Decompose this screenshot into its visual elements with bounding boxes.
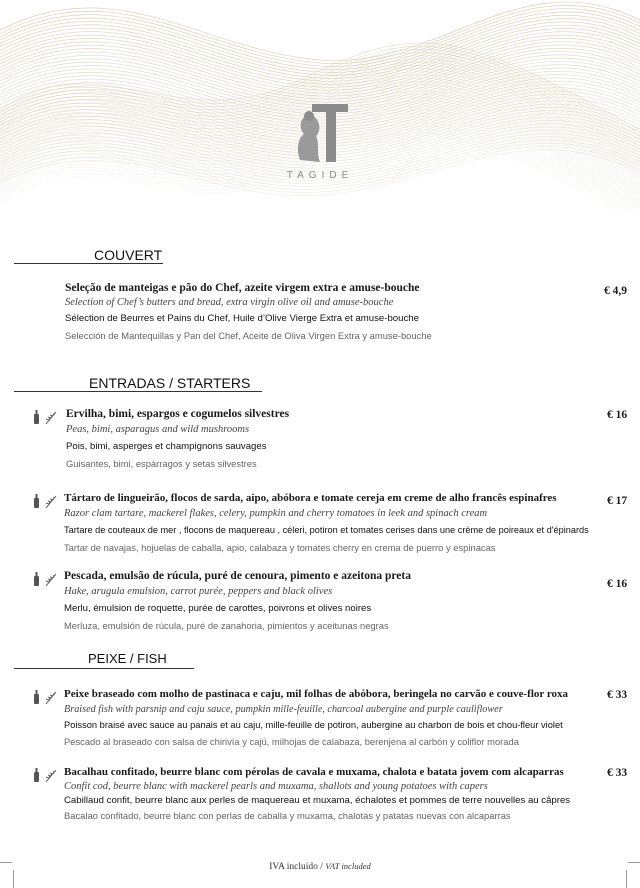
dish-name-fr: Cabillaud confit, beurre blanc aux perles de maquereau et muxama, échalotes et pommes de terre nouvelles au câpres: [64, 795, 571, 806]
dish-price: € 33: [607, 767, 628, 779]
dish-name-en: Selection of Chef’s butters and bread, extra virgin olive oil and amuse-bouche: [65, 297, 394, 308]
dish-name-pt: Peixe braseado com molho de pastinaca e caju, mil folhas de abóbora, beringela no carvão e couve-flor roxa: [64, 688, 569, 700]
wave-line: [0, 19, 640, 76]
bottle-icon: [34, 768, 39, 782]
dish-price: € 4,9: [604, 285, 627, 297]
dish-name-fr: Sélection de Beurres et Pains du Chef, Huile d’Olive Vierge Extra et amuse-bouche: [65, 313, 419, 324]
bottle-icon: [34, 690, 39, 704]
bottle-icon: [34, 572, 39, 586]
footer-vat-pt: IVA incluído: [269, 862, 318, 872]
wave-line: [0, 22, 640, 79]
dish-name-en: Razor clam tartare, mackerel flakes, celery, pumpkin and cherry tomatoes in leek and spinach cream: [64, 508, 488, 519]
footer-vat-note: [0, 861, 640, 872]
brand-name: TAGIDE: [286, 170, 354, 181]
section-rule-starters: [14, 391, 262, 392]
section-title-fish: PEIXE / FISH: [88, 651, 167, 666]
allergen-icons: [30, 690, 64, 704]
wave-line: [0, 12, 640, 70]
dish-name-es: Pescado al braseado con salsa de chirivía y cajú, milhojas de calabaza, berenjena al carbón y coliflor morada: [64, 736, 519, 747]
crop-mark: [628, 862, 640, 863]
footer-sep: /: [317, 862, 326, 872]
dish-name-pt: Bacalhau confitado, beurre blanc com pérolas de cavala e muxama, chalota e batata jovem com alcaparras: [64, 766, 564, 778]
wave-line: [0, 15, 640, 72]
crop-mark: [0, 862, 12, 863]
allergen-icons: [30, 572, 64, 586]
wave-line: [0, 9, 640, 67]
tagide-logo-icon: [290, 100, 354, 170]
dish-name-en: Hake, arugula emulsion, carrot purée, peppers and black olives: [64, 586, 333, 597]
allergen-icons: [30, 410, 64, 424]
dish-name-en: Braised fish with parsnip and caju sauce, pumpkin mille-feuille, charcoal aubergine and purple cauliflower: [64, 704, 503, 715]
wheat-icon: [46, 412, 56, 424]
wave-line: [0, 25, 640, 81]
wheat-icon: [46, 692, 56, 704]
section-rule-couvert: [14, 263, 163, 264]
allergen-icons: [30, 768, 64, 782]
crop-mark: [13, 870, 14, 888]
section-title-couvert: COUVERT: [94, 247, 163, 263]
dish-price: € 16: [607, 578, 628, 590]
dish-name-en: Peas, bimi, asparagus and wild mushrooms: [66, 424, 250, 435]
dish-price: € 16: [607, 409, 628, 421]
section-title-starters: ENTRADAS / STARTERS: [89, 375, 251, 391]
dish-name-es: Tartar de navajas, hojuelas de caballa, apio, calabaza y tomates cherry en crema de puerro y espinacas: [64, 542, 496, 553]
wheat-icon: [46, 574, 56, 586]
dish-name-fr: Merlu, émulsion de roquette, purée de carottes, poivrons et olives noires: [64, 603, 372, 614]
dish-name-pt: Tártaro de lingueirão, flocos de sarda, aipo, abóbora e tomate cereja em creme de alho francês espinafres: [64, 492, 557, 504]
dish-price: € 17: [607, 495, 628, 507]
wheat-icon: [46, 496, 56, 508]
dish-name-pt: Pescada, emulsão de rúcula, puré de cenoura, pimento e azeitona preta: [64, 570, 411, 582]
bottle-icon: [34, 494, 39, 508]
crop-mark: [626, 870, 627, 888]
wave-line: [0, 5, 640, 63]
wheat-icon: [46, 770, 56, 782]
dish-name-es: Selección de Mantequillas y Pan del Chef, Aceite de Oliva Virgen Extra y amuse-bouche: [65, 330, 432, 341]
wave-line: [0, 35, 640, 90]
dish-price: € 33: [607, 689, 628, 701]
dish-name-pt: Ervilha, bimi, espargos e cogumelos silvestres: [66, 408, 290, 420]
dish-name-fr: Tartare de couteaux de mer , flocons de maquereau , céleri, potiron et tomates cerises dans une crème de poireaux et d'épinards: [64, 525, 589, 535]
dish-name-fr: Pois, bimi, asperges et champignons sauvages: [66, 441, 267, 452]
allergen-icons: [30, 494, 64, 508]
section-rule-fish: [14, 668, 194, 669]
dish-name-es: Guisantes, bimi, espárragos y setas silvestres: [66, 458, 257, 469]
dish-name-pt: Seleção de manteigas e pão do Chef, azeite virgem extra e amuse-bouche: [65, 282, 420, 294]
dish-name-fr: Poisson braisé avec sauce au panais et au caju, mille-feuille de potiron, aubergine au charbon de bois et chou-fleur violet: [64, 720, 563, 730]
dish-name-es: Merluza, emulsión de rúcula, puré de zanahoria, pimientos y aceitunas negras: [64, 620, 389, 631]
bottle-icon: [34, 410, 39, 424]
dish-name-es: Bacalao confitado, beurre blanc con perlas de caballa y muxama, chalotas y patatas nuevas con alcaparras: [64, 810, 511, 821]
dish-name-en: Confit cod, beurre blanc with mackerel pearls and muxama, shallots and young potatoes with capers: [64, 781, 488, 792]
footer-vat-en: VAT included: [325, 861, 371, 871]
